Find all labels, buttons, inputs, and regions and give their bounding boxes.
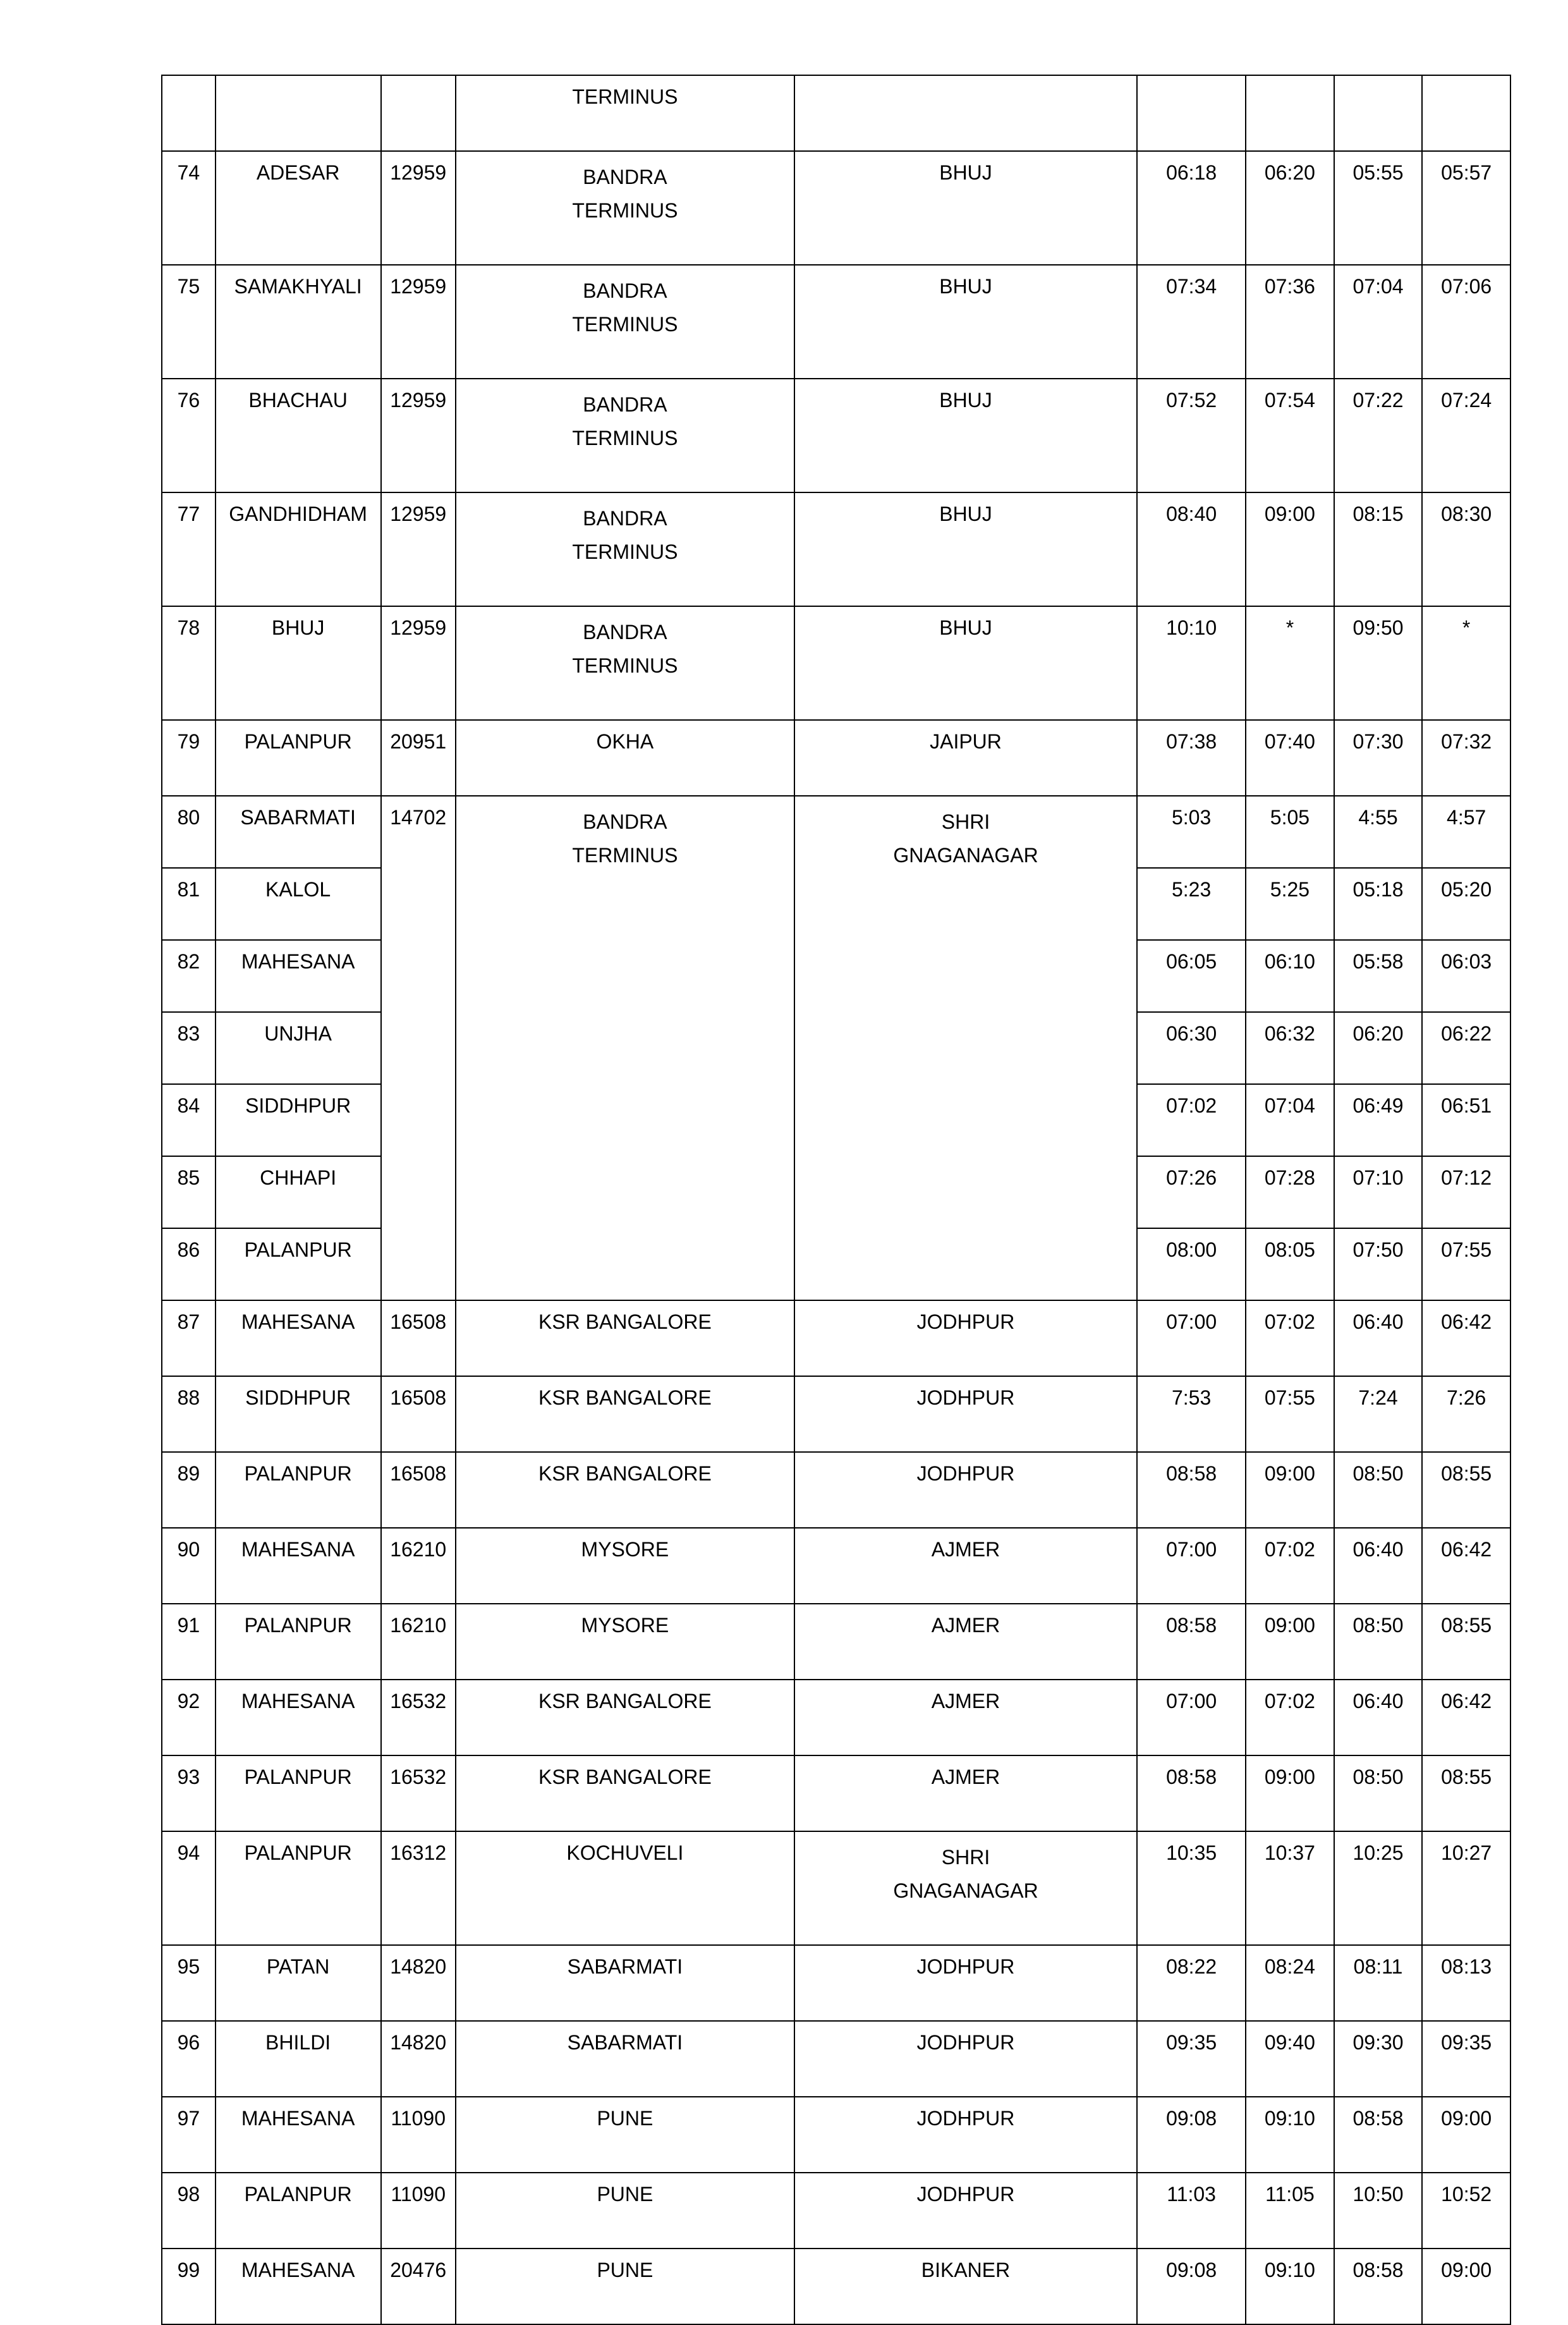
table-row bbox=[162, 1376, 1510, 1452]
cell-time-4: 08:30 bbox=[1422, 492, 1510, 606]
cell-time-1: 7:53 bbox=[1137, 1376, 1246, 1452]
cell-train-no: 12959 bbox=[381, 379, 456, 492]
cell-time-1: 07:00 bbox=[1137, 1680, 1246, 1755]
cell-serial bbox=[162, 75, 216, 151]
cell-time-4: 09:00 bbox=[1422, 2097, 1510, 2173]
cell-serial: 75 bbox=[162, 265, 216, 379]
cell-serial: 99 bbox=[162, 2249, 216, 2324]
cell-train-no: 14820 bbox=[381, 1945, 456, 2021]
cell-time-1: 08:58 bbox=[1137, 1604, 1246, 1680]
cell-from bbox=[456, 379, 794, 492]
cell-time-3: 06:40 bbox=[1334, 1680, 1423, 1755]
cell-serial: 92 bbox=[162, 1680, 216, 1755]
to-line-2: GNAGANAGAR bbox=[893, 1879, 1038, 1902]
cell-to: JODHPUR bbox=[794, 2173, 1137, 2249]
cell-from bbox=[456, 265, 794, 379]
cell-serial: 86 bbox=[162, 1228, 216, 1300]
cell-time-1: 08:00 bbox=[1137, 1228, 1246, 1300]
cell-time-3: 08:50 bbox=[1334, 1452, 1423, 1528]
cell-time-4: 08:55 bbox=[1422, 1755, 1510, 1831]
cell-from: PUNE bbox=[456, 2249, 794, 2324]
cell-time-4: 7:26 bbox=[1422, 1376, 1510, 1452]
cell-from-merged bbox=[456, 796, 794, 1300]
cell-serial: 90 bbox=[162, 1528, 216, 1604]
from-line-2: TERMINUS bbox=[572, 540, 678, 563]
cell-time-2: 07:40 bbox=[1246, 720, 1334, 796]
cell-time-4: 08:13 bbox=[1422, 1945, 1510, 2021]
cell-from: MYSORE bbox=[456, 1528, 794, 1604]
cell-station: SIDDHPUR bbox=[216, 1084, 381, 1156]
cell-time-1: 08:58 bbox=[1137, 1452, 1246, 1528]
cell-time-3: 08:11 bbox=[1334, 1945, 1423, 2021]
cell-time-4: 08:55 bbox=[1422, 1604, 1510, 1680]
cell-station: MAHESANA bbox=[216, 2097, 381, 2173]
cell-from: PUNE bbox=[456, 2173, 794, 2249]
cell-time-1: 07:34 bbox=[1137, 265, 1246, 379]
cell-time-2: 07:36 bbox=[1246, 265, 1334, 379]
cell-time-2: 07:28 bbox=[1246, 1156, 1334, 1228]
cell-time-3: 7:24 bbox=[1334, 1376, 1423, 1452]
cell-time-3: 08:58 bbox=[1334, 2249, 1423, 2324]
cell-time-1: 10:35 bbox=[1137, 1831, 1246, 1945]
cell-to: JODHPUR bbox=[794, 1945, 1137, 2021]
cell-train-no: 20476 bbox=[381, 2249, 456, 2324]
cell-to: BHUJ bbox=[794, 492, 1137, 606]
cell-time-1: 07:02 bbox=[1137, 1084, 1246, 1156]
cell-from: OKHA bbox=[456, 720, 794, 796]
cell-time-3: 08:15 bbox=[1334, 492, 1423, 606]
cell-serial: 97 bbox=[162, 2097, 216, 2173]
cell-serial: 85 bbox=[162, 1156, 216, 1228]
cell-station: PALANPUR bbox=[216, 720, 381, 796]
cell-time-3: 05:18 bbox=[1334, 868, 1423, 940]
cell-time-3: 05:58 bbox=[1334, 940, 1423, 1012]
cell-train-no: 20951 bbox=[381, 720, 456, 796]
cell-station: BHUJ bbox=[216, 606, 381, 720]
table-row bbox=[162, 1945, 1510, 2021]
cell-station: MAHESANA bbox=[216, 1528, 381, 1604]
cell-time-4: 09:00 bbox=[1422, 2249, 1510, 2324]
cell-train-no: 16508 bbox=[381, 1452, 456, 1528]
cell-from: KSR BANGALORE bbox=[456, 1376, 794, 1452]
table-row bbox=[162, 1680, 1510, 1755]
cell-time-2: 07:54 bbox=[1246, 379, 1334, 492]
cell-from: SABARMATI bbox=[456, 1945, 794, 2021]
cell-station: KALOL bbox=[216, 868, 381, 940]
cell-station: MAHESANA bbox=[216, 1300, 381, 1376]
table-row bbox=[162, 1452, 1510, 1528]
cell-to: JODHPUR bbox=[794, 2021, 1137, 2097]
cell-time-4: 10:27 bbox=[1422, 1831, 1510, 1945]
cell-serial: 82 bbox=[162, 940, 216, 1012]
cell-time-1: 07:00 bbox=[1137, 1300, 1246, 1376]
cell-to: BHUJ bbox=[794, 151, 1137, 265]
cell-time-3: 08:50 bbox=[1334, 1604, 1423, 1680]
cell-time-4: 06:42 bbox=[1422, 1680, 1510, 1755]
cell-serial: 95 bbox=[162, 1945, 216, 2021]
cell-time-2: 10:37 bbox=[1246, 1831, 1334, 1945]
cell-serial: 91 bbox=[162, 1604, 216, 1680]
cell-station: BHACHAU bbox=[216, 379, 381, 492]
table-row bbox=[162, 151, 1510, 265]
cell-time-3: 07:04 bbox=[1334, 265, 1423, 379]
cell-time-1: 5:03 bbox=[1137, 796, 1246, 868]
to-line-2: GNAGANAGAR bbox=[893, 843, 1038, 867]
from-line-1: BANDRA bbox=[583, 279, 667, 302]
train-halt-schedule-table bbox=[161, 75, 1511, 2325]
cell-time-3 bbox=[1334, 75, 1423, 151]
cell-time-1: 08:22 bbox=[1137, 1945, 1246, 2021]
from-line-1: BANDRA bbox=[583, 810, 667, 833]
cell-time-2: 09:00 bbox=[1246, 1452, 1334, 1528]
cell-to: AJMER bbox=[794, 1604, 1137, 1680]
table-row-continuation bbox=[162, 75, 1510, 151]
cell-time-1: 08:40 bbox=[1137, 492, 1246, 606]
cell-train-no: 16210 bbox=[381, 1528, 456, 1604]
cell-time-1: 07:38 bbox=[1137, 720, 1246, 796]
from-line-1: BANDRA bbox=[583, 507, 667, 530]
cell-time-1: 07:52 bbox=[1137, 379, 1246, 492]
from-line-2: TERMINUS bbox=[572, 654, 678, 677]
cell-serial: 96 bbox=[162, 2021, 216, 2097]
cell-train-no: 16532 bbox=[381, 1680, 456, 1755]
cell-serial: 77 bbox=[162, 492, 216, 606]
cell-train-no: 12959 bbox=[381, 265, 456, 379]
cell-time-3: 4:55 bbox=[1334, 796, 1423, 868]
cell-to bbox=[794, 75, 1137, 151]
cell-from: KSR BANGALORE bbox=[456, 1452, 794, 1528]
cell-time-1: 10:10 bbox=[1137, 606, 1246, 720]
cell-station: PALANPUR bbox=[216, 1228, 381, 1300]
cell-time-4: 07:55 bbox=[1422, 1228, 1510, 1300]
cell-train-no: 16508 bbox=[381, 1300, 456, 1376]
cell-time-1: 11:03 bbox=[1137, 2173, 1246, 2249]
cell-serial: 83 bbox=[162, 1012, 216, 1084]
cell-time-3: 06:49 bbox=[1334, 1084, 1423, 1156]
table-body bbox=[162, 75, 1510, 2324]
cell-time-4: 06:22 bbox=[1422, 1012, 1510, 1084]
from-line-2: TERMINUS bbox=[572, 843, 678, 867]
cell-serial: 79 bbox=[162, 720, 216, 796]
cell-from: TERMINUS bbox=[456, 75, 794, 151]
cell-time-4: 07:12 bbox=[1422, 1156, 1510, 1228]
cell-to: AJMER bbox=[794, 1755, 1137, 1831]
cell-train-no: 12959 bbox=[381, 492, 456, 606]
cell-train-no-merged: 14702 bbox=[381, 796, 456, 1300]
cell-time-1: 06:18 bbox=[1137, 151, 1246, 265]
cell-time-4: 06:42 bbox=[1422, 1528, 1510, 1604]
cell-time-4: 09:35 bbox=[1422, 2021, 1510, 2097]
table-row bbox=[162, 1300, 1510, 1376]
cell-serial: 80 bbox=[162, 796, 216, 868]
cell-to: BHUJ bbox=[794, 379, 1137, 492]
cell-serial: 74 bbox=[162, 151, 216, 265]
cell-station: PALANPUR bbox=[216, 2173, 381, 2249]
cell-time-2: 08:05 bbox=[1246, 1228, 1334, 1300]
cell-to: BHUJ bbox=[794, 265, 1137, 379]
cell-station: SIDDHPUR bbox=[216, 1376, 381, 1452]
cell-time-1: 09:35 bbox=[1137, 2021, 1246, 2097]
cell-from: KOCHUVELI bbox=[456, 1831, 794, 1945]
cell-serial: 84 bbox=[162, 1084, 216, 1156]
cell-train-no: 16532 bbox=[381, 1755, 456, 1831]
cell-time-1 bbox=[1137, 75, 1246, 151]
cell-time-2: 09:00 bbox=[1246, 492, 1334, 606]
cell-to bbox=[794, 1831, 1137, 1945]
cell-time-4: 06:51 bbox=[1422, 1084, 1510, 1156]
table-row bbox=[162, 1755, 1510, 1831]
cell-time-3: 06:40 bbox=[1334, 1300, 1423, 1376]
cell-time-2 bbox=[1246, 75, 1334, 151]
cell-time-2: 06:32 bbox=[1246, 1012, 1334, 1084]
cell-station: MAHESANA bbox=[216, 1680, 381, 1755]
table-row bbox=[162, 379, 1510, 492]
cell-to: AJMER bbox=[794, 1680, 1137, 1755]
cell-from: KSR BANGALORE bbox=[456, 1755, 794, 1831]
cell-from bbox=[456, 492, 794, 606]
schedule-table-container bbox=[161, 75, 1511, 2325]
cell-from: SABARMATI bbox=[456, 2021, 794, 2097]
cell-to: AJMER bbox=[794, 1528, 1137, 1604]
cell-to: BIKANER bbox=[794, 2249, 1137, 2324]
cell-time-3: 09:30 bbox=[1334, 2021, 1423, 2097]
cell-from: MYSORE bbox=[456, 1604, 794, 1680]
cell-time-2: 5:05 bbox=[1246, 796, 1334, 868]
cell-station: SAMAKHYALI bbox=[216, 265, 381, 379]
cell-station: PALANPUR bbox=[216, 1604, 381, 1680]
table-row bbox=[162, 1528, 1510, 1604]
table-row bbox=[162, 796, 1510, 868]
cell-time-3: 06:40 bbox=[1334, 1528, 1423, 1604]
cell-station bbox=[216, 75, 381, 151]
cell-time-4: 05:57 bbox=[1422, 151, 1510, 265]
cell-train-no: 16210 bbox=[381, 1604, 456, 1680]
cell-time-3: 10:25 bbox=[1334, 1831, 1423, 1945]
cell-time-2: 08:24 bbox=[1246, 1945, 1334, 2021]
cell-station: PALANPUR bbox=[216, 1755, 381, 1831]
cell-train-no: 12959 bbox=[381, 151, 456, 265]
to-line-1: SHRI bbox=[941, 810, 990, 833]
table-row bbox=[162, 2249, 1510, 2324]
cell-serial: 98 bbox=[162, 2173, 216, 2249]
cell-to: BHUJ bbox=[794, 606, 1137, 720]
cell-to: JODHPUR bbox=[794, 2097, 1137, 2173]
cell-serial: 87 bbox=[162, 1300, 216, 1376]
cell-time-4: 06:42 bbox=[1422, 1300, 1510, 1376]
cell-time-1: 08:58 bbox=[1137, 1755, 1246, 1831]
cell-time-1: 09:08 bbox=[1137, 2097, 1246, 2173]
cell-time-2: 5:25 bbox=[1246, 868, 1334, 940]
cell-time-4: 07:06 bbox=[1422, 265, 1510, 379]
cell-train-no: 16312 bbox=[381, 1831, 456, 1945]
cell-time-4: 07:24 bbox=[1422, 379, 1510, 492]
table-row bbox=[162, 2097, 1510, 2173]
cell-from: KSR BANGALORE bbox=[456, 1680, 794, 1755]
cell-time-4: 05:20 bbox=[1422, 868, 1510, 940]
to-line-1: SHRI bbox=[941, 1846, 990, 1869]
cell-to-merged bbox=[794, 796, 1137, 1300]
cell-time-2: 09:00 bbox=[1246, 1755, 1334, 1831]
cell-time-3: 07:30 bbox=[1334, 720, 1423, 796]
cell-time-2: 06:10 bbox=[1246, 940, 1334, 1012]
cell-time-1: 07:00 bbox=[1137, 1528, 1246, 1604]
cell-serial: 78 bbox=[162, 606, 216, 720]
cell-time-3: 07:50 bbox=[1334, 1228, 1423, 1300]
cell-time-3: 08:58 bbox=[1334, 2097, 1423, 2173]
cell-station: MAHESANA bbox=[216, 940, 381, 1012]
cell-serial: 81 bbox=[162, 868, 216, 940]
cell-station: ADESAR bbox=[216, 151, 381, 265]
cell-time-2: 07:02 bbox=[1246, 1300, 1334, 1376]
cell-time-2: 07:55 bbox=[1246, 1376, 1334, 1452]
cell-time-4: 07:32 bbox=[1422, 720, 1510, 796]
cell-time-3: 05:55 bbox=[1334, 151, 1423, 265]
cell-station: PALANPUR bbox=[216, 1452, 381, 1528]
cell-time-3: 08:50 bbox=[1334, 1755, 1423, 1831]
cell-time-2: 09:10 bbox=[1246, 2097, 1334, 2173]
cell-train-no: 14820 bbox=[381, 2021, 456, 2097]
cell-station: GANDHIDHAM bbox=[216, 492, 381, 606]
cell-from bbox=[456, 606, 794, 720]
cell-station: PALANPUR bbox=[216, 1831, 381, 1945]
from-line-1: BANDRA bbox=[583, 621, 667, 644]
cell-time-1: 07:26 bbox=[1137, 1156, 1246, 1228]
cell-time-2: 07:02 bbox=[1246, 1528, 1334, 1604]
cell-time-2: 09:10 bbox=[1246, 2249, 1334, 2324]
cell-station: SABARMATI bbox=[216, 796, 381, 868]
cell-time-2: 09:40 bbox=[1246, 2021, 1334, 2097]
table-row bbox=[162, 492, 1510, 606]
table-row bbox=[162, 265, 1510, 379]
cell-time-4: 06:03 bbox=[1422, 940, 1510, 1012]
cell-time-4: 08:55 bbox=[1422, 1452, 1510, 1528]
cell-from bbox=[456, 151, 794, 265]
cell-time-2: 11:05 bbox=[1246, 2173, 1334, 2249]
cell-to: JAIPUR bbox=[794, 720, 1137, 796]
cell-time-1: 06:05 bbox=[1137, 940, 1246, 1012]
cell-station: CHHAPI bbox=[216, 1156, 381, 1228]
cell-train-no: 16508 bbox=[381, 1376, 456, 1452]
cell-to: JODHPUR bbox=[794, 1300, 1137, 1376]
from-line-1: BANDRA bbox=[583, 166, 667, 188]
cell-train-no bbox=[381, 75, 456, 151]
cell-to: JODHPUR bbox=[794, 1452, 1137, 1528]
cell-time-2: 06:20 bbox=[1246, 151, 1334, 265]
cell-time-3: 07:10 bbox=[1334, 1156, 1423, 1228]
from-line-2: TERMINUS bbox=[572, 312, 678, 336]
cell-time-3: 10:50 bbox=[1334, 2173, 1423, 2249]
cell-time-4 bbox=[1422, 75, 1510, 151]
cell-time-2: 07:02 bbox=[1246, 1680, 1334, 1755]
cell-serial: 76 bbox=[162, 379, 216, 492]
table-row bbox=[162, 1831, 1510, 1945]
table-row bbox=[162, 1604, 1510, 1680]
cell-time-4: 10:52 bbox=[1422, 2173, 1510, 2249]
cell-time-3: 09:50 bbox=[1334, 606, 1423, 720]
from-line-2: TERMINUS bbox=[572, 198, 678, 222]
cell-serial: 94 bbox=[162, 1831, 216, 1945]
from-line-2: TERMINUS bbox=[572, 426, 678, 449]
cell-time-2: 07:04 bbox=[1246, 1084, 1334, 1156]
cell-station: MAHESANA bbox=[216, 2249, 381, 2324]
cell-time-3: 06:20 bbox=[1334, 1012, 1423, 1084]
cell-station: UNJHA bbox=[216, 1012, 381, 1084]
cell-to: JODHPUR bbox=[794, 1376, 1137, 1452]
cell-time-4: * bbox=[1422, 606, 1510, 720]
cell-time-3: 07:22 bbox=[1334, 379, 1423, 492]
cell-train-no: 11090 bbox=[381, 2173, 456, 2249]
cell-time-1: 5:23 bbox=[1137, 868, 1246, 940]
cell-from: PUNE bbox=[456, 2097, 794, 2173]
from-line-1: BANDRA bbox=[583, 393, 667, 416]
cell-serial: 88 bbox=[162, 1376, 216, 1452]
table-row bbox=[162, 720, 1510, 796]
cell-from: KSR BANGALORE bbox=[456, 1300, 794, 1376]
cell-station: BHILDI bbox=[216, 2021, 381, 2097]
cell-time-2: 09:00 bbox=[1246, 1604, 1334, 1680]
cell-time-2: * bbox=[1246, 606, 1334, 720]
cell-time-1: 09:08 bbox=[1137, 2249, 1246, 2324]
table-row bbox=[162, 2173, 1510, 2249]
cell-time-1: 06:30 bbox=[1137, 1012, 1246, 1084]
cell-time-4: 4:57 bbox=[1422, 796, 1510, 868]
table-row bbox=[162, 2021, 1510, 2097]
cell-serial: 89 bbox=[162, 1452, 216, 1528]
cell-station: PATAN bbox=[216, 1945, 381, 2021]
table-row bbox=[162, 606, 1510, 720]
cell-train-no: 12959 bbox=[381, 606, 456, 720]
cell-train-no: 11090 bbox=[381, 2097, 456, 2173]
cell-serial: 93 bbox=[162, 1755, 216, 1831]
